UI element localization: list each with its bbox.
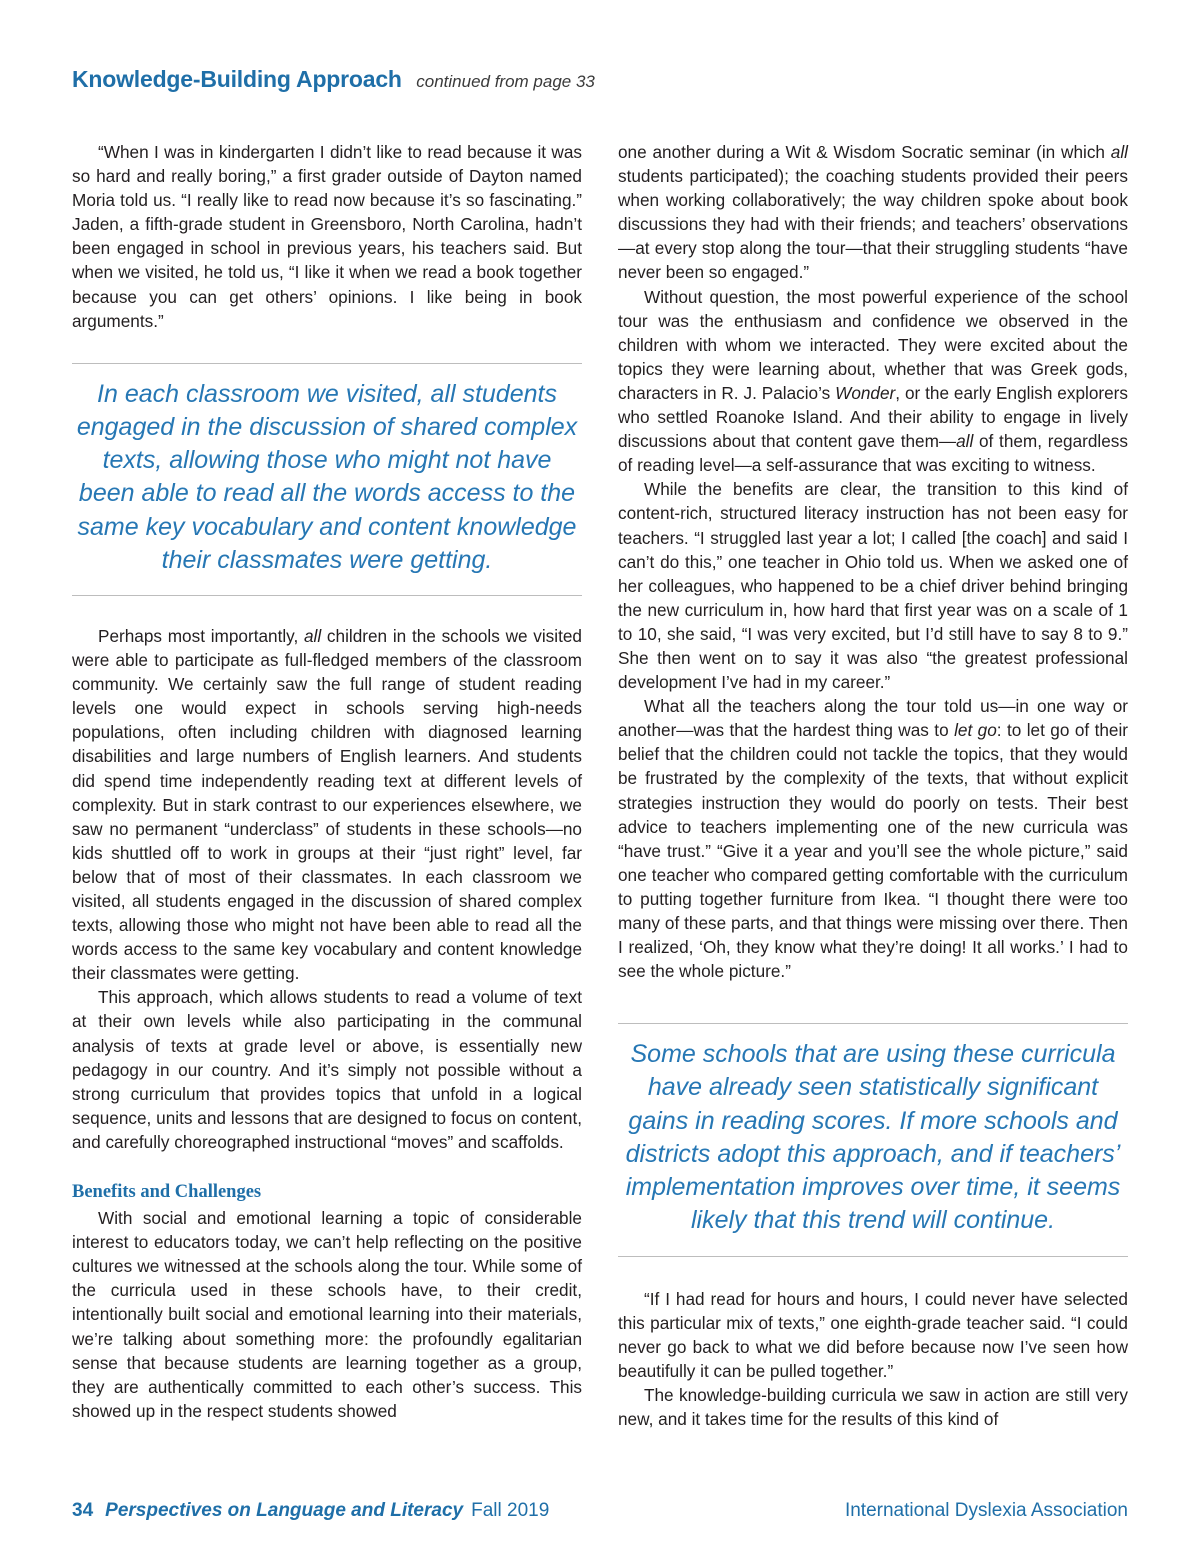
- text-run: Without question, the most powerful experience of the school tour was the enthusiasm and confidence we observed in the children with whom we interacted. They were excited about the topics they were learning about, whether that was Greek gods, characters in R. J. Palacio’s: [618, 286, 1128, 403]
- text-run: of them, regardless of reading level—a self-assurance that was exciting to witness.: [618, 431, 1128, 476]
- body-paragraph: [618, 285, 1128, 478]
- emphasis-text: let go: [954, 720, 997, 741]
- section-heading: Benefits and Challenges: [72, 1182, 262, 1203]
- text-run: , or the early English explorers who settled Roanoke Island. And their ability to engage in lively discussions about that content gave them—: [618, 382, 1128, 452]
- text-run: : to let go of their belief that the children could not tackle the topics, that they would be frustrated by the complexity of the texts, that without explicit strategies instruction they would do poorly on tests. Their best advice to teachers implementing one of the new curricula was “have trust.” “Give it a year and you’ll see the whole picture,” said one teacher who compared getting comfortable with the curriculum to putting together furniture from Ikea. “I thought there were too many of these parts, and that things were missing over there. Then I realized, ‘Oh, they know what they’re doing! It all works.’ I had to see the whole picture.”: [618, 720, 1129, 982]
- text-run: one another during a Wit & Wisdom Socratic seminar (in which: [618, 142, 1111, 162]
- footer-left: [72, 1500, 549, 1522]
- text-run: students participated); the coaching students provided their peers when working collaboratively; the way children spoke about book discussions they had with their friends; and teachers’ observations—at every stop along the tour—that their struggling students “have never been so engaged.”: [618, 166, 1128, 283]
- emphasis-text: Wonder: [835, 382, 896, 403]
- body-paragraph: [618, 694, 1128, 983]
- page-header: [72, 66, 595, 93]
- body-paragraph: The knowledge-building curricula we saw in action are still very new, and it takes time for the results of this kind of: [618, 1384, 1128, 1429]
- page-number: 34: [72, 1500, 94, 1521]
- right-column: [618, 140, 1128, 1431]
- text-run: What all the teachers along the tour told us—in one way or another—was that the hardest thing was to: [618, 696, 1128, 741]
- organization-name: International Dyslexia Association: [844, 1500, 1128, 1521]
- pull-quote: Some schools that are using these curricula have already seen statistically significant gains in reading scores. If more schools and districts adopt this approach, and if teachers’ implementation improves over time, it seems likely that this trend will continue.: [618, 1023, 1128, 1256]
- left-column: [72, 140, 582, 1423]
- emphasis-text: all: [956, 431, 974, 452]
- issue-date: Fall 2019: [471, 1500, 550, 1521]
- body-paragraph: While the benefits are clear, the transition to this kind of content-rich, structured literacy instruction has not been easy for teachers. “I struggled last year a lot; I called [the coach] and said I can’t do this,” one teacher in Ohio told us. When we asked one of her colleagues, who happened to be a chief driver behind bringing the new curriculum in, how hard that first year was on a scale of 1 to 10, she said, “I was very excited, but I’d still have to say 8 to 9.” She then went on to say it was also “the greatest professional development I’ve had in my career.”: [618, 479, 1128, 693]
- emphasis-text: all: [1110, 142, 1128, 162]
- text-run: children in the schools we visited were able to participate as full-fledged members of the classroom community. We certainly saw the full range of student reading levels one would expect in schools serving high-needs populations, often including children with diagnosed learning disabilities and large numbers of English learners. And students did spend time independently reading text at different levels of complexity. But in stark contrast to our experiences elsewhere, we saw no permanent “underclass” of students in these schools—no kids shuttled off to work in groups at their “just right” level, far below that of most of their classmates. In each classroom we visited, all students engaged in the discussion of shared complex texts, allowing those who might not have been able to read all the words access to the same key vocabulary and content knowledge their classmates were getting.: [72, 625, 582, 984]
- text-run: Perhaps most importantly,: [98, 625, 304, 646]
- body-paragraph: [72, 624, 582, 985]
- body-paragraph: This approach, which allows students to read a volume of text at their own levels while also participating in the communal analysis of texts at grade level or above, is essentially new pedagogy in our country. And it’s simply not possible without a strong curriculum that provides topics that unfold in a logical sequence, units and lessons that are designed to focus on content, and carefully choreographed instructional “moves” and scaffolds.: [72, 987, 582, 1152]
- page-footer: [72, 1500, 1128, 1522]
- pull-quote: In each classroom we visited, all students engaged in the discussion of shared complex texts, allowing those who might not have been able to read all the words access to the same key vocabulary and content knowledge their classmates were getting.: [72, 363, 582, 596]
- emphasis-text: all: [304, 625, 322, 646]
- body-paragraph: With social and emotional learning a topic of considerable interest to educators today, we can’t help reflecting on the positive cultures we witnessed at the schools along the tour. While some of the curricula used in these schools have, to their credit, intentionally built social and emotional learning into their materials, we’re talking about something more: the profoundly egalitarian sense that because students are learning together as a group, they are authentically committed to each other’s success. This showed up in the respect students showed: [72, 1208, 582, 1421]
- intro-paragraph: “When I was in kindergarten I didn’t like to read because it was so hard and really boring,” a first grader outside of Dayton named Moria told us. “I really like to read now because it’s so fascinating.” Jaden, a fifth-grade student in Greensboro, North Carolina, hadn’t been engaged in school in previous years, his teachers said. But when we visited, he told us, “I like it when we read a book together because you can get others’ opinions. I like being in book arguments.”: [72, 142, 582, 331]
- body-paragraph: [618, 140, 1128, 285]
- journal-title: Perspectives on Language and Literacy: [105, 1500, 464, 1521]
- continued-note: continued from page 33: [416, 72, 595, 91]
- article-title: Knowledge-Building Approach: [72, 66, 402, 92]
- body-paragraph: “If I had read for hours and hours, I could never have selected this particular mix of texts,” one eighth-grade teacher said. “I could never go back to what we did before because now I’ve seen how beautifully it can be pulled together.”: [618, 1288, 1128, 1381]
